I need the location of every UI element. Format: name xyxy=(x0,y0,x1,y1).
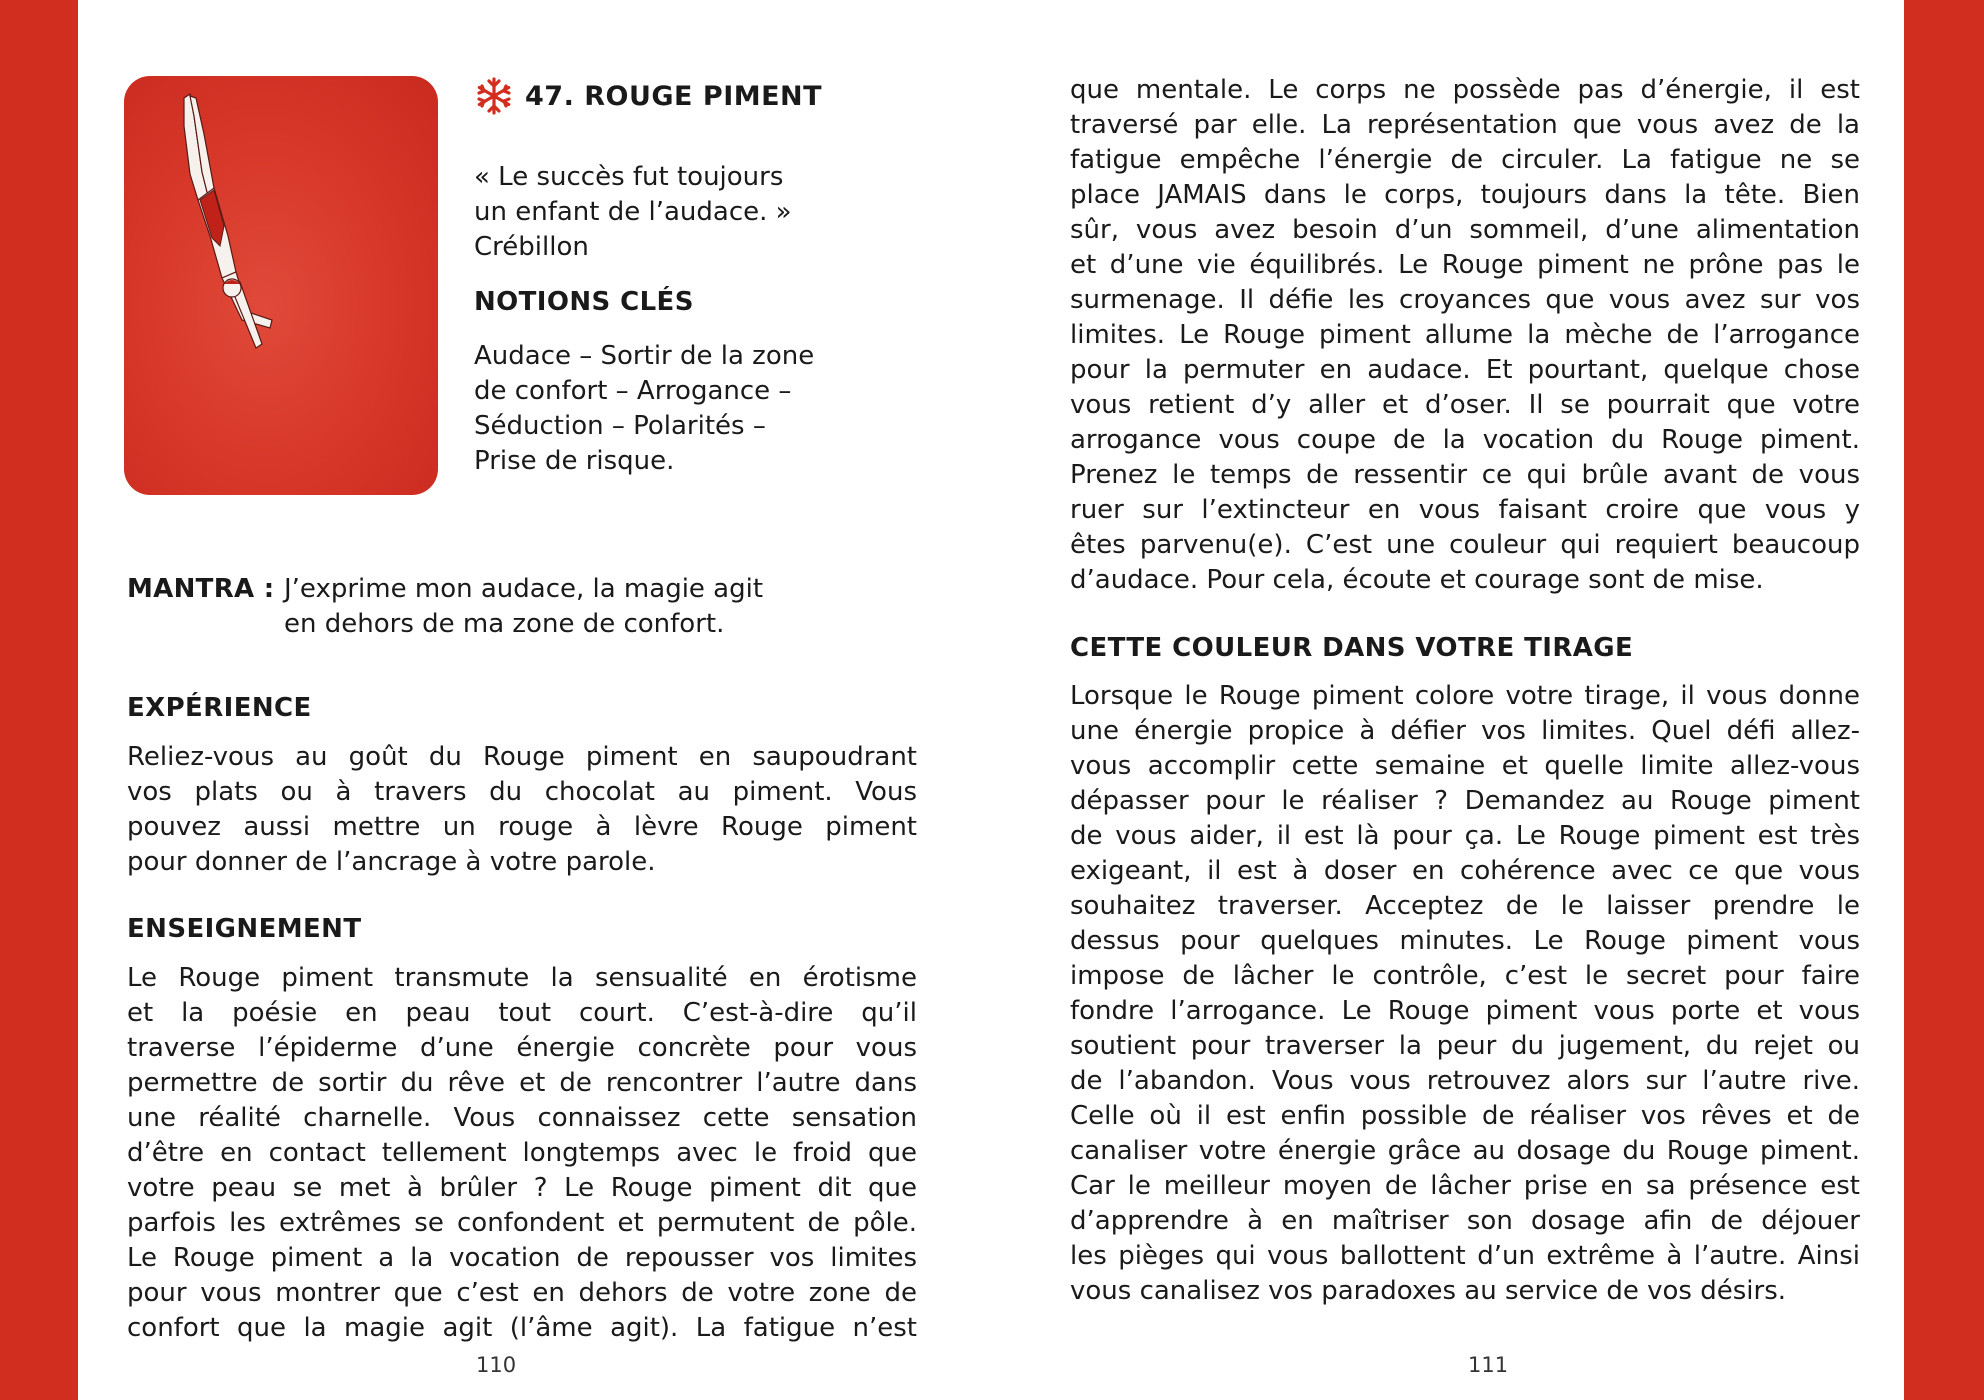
notions-heading: NOTIONS CLÉS xyxy=(474,287,694,317)
paragraph-line: fatigue empêche l’énergie de circuler. La fatigue ne se xyxy=(1070,145,1860,175)
notions-line: Séduction – Polarités – xyxy=(474,411,766,441)
paragraph-line: Reliez-vous au goût du Rouge piment en saupoudrant xyxy=(127,742,917,772)
paragraph-line: d’apprendre à en maîtriser son dosage afin de déjouer xyxy=(1070,1206,1860,1236)
enseignement-heading: ENSEIGNEMENT xyxy=(127,914,362,944)
paragraph-line: dépasser pour le réaliser ? Demandez au Rouge piment xyxy=(1070,786,1860,816)
paragraph-line: traverse l’épiderme d’une énergie concrète pour vous xyxy=(127,1033,917,1063)
mantra-line: en dehors de ma zone de confort. xyxy=(284,609,725,639)
paragraph-line: les pièges qui vous ballottent d’un extrême à l’autre. Ainsi xyxy=(1070,1241,1860,1271)
paragraph-line: Car le meilleur moyen de lâcher prise en sa présence est xyxy=(1070,1171,1860,1201)
paragraph-line: et d’une vie équilibrés. Le Rouge piment ne prône pas le xyxy=(1070,250,1860,280)
diver-illustration xyxy=(124,76,438,495)
paragraph-line: vos plats ou à travers du chocolat au piment. Vous xyxy=(127,777,917,807)
paragraph-line: ruer sur l’extincteur en vous faisant croire que vous y xyxy=(1070,495,1860,525)
paragraph-line: votre peau se met à brûler ? Le Rouge piment dit que xyxy=(127,1173,917,1203)
paragraph-line: confort que la magie agit (l’âme agit). La fatigue n’est xyxy=(127,1313,917,1343)
paragraph-line: d’audace. Pour cela, écoute et courage sont de mise. xyxy=(1070,565,1764,595)
quote-author: Crébillon xyxy=(474,232,589,262)
tirage-paragraph xyxy=(1070,679,1860,1309)
paragraph-line: Celle où il est enfin possible de réaliser vos rêves et de xyxy=(1070,1101,1860,1131)
paragraph-line: d’être en contact tellement longtemps avec le froid que xyxy=(127,1138,917,1168)
paragraph-line: pouvez aussi mettre un rouge à lèvre Rouge piment xyxy=(127,812,917,842)
enseignement-paragraph xyxy=(127,961,917,1346)
paragraph-line: Prenez le temps de ressentir ce qui brûle avant de vous xyxy=(1070,460,1860,490)
paragraph-line: arrogance vous coupe de la vocation du Rouge piment. xyxy=(1070,425,1860,455)
paragraph-line: canaliser votre énergie grâce au dosage du Rouge piment. xyxy=(1070,1136,1860,1166)
paragraph-line: impose de lâcher le contrôle, c’est le secret pour faire xyxy=(1070,961,1860,991)
continuation-paragraph xyxy=(1070,73,1860,598)
tirage-heading: CETTE COULEUR DANS VOTRE TIRAGE xyxy=(1070,633,1634,663)
quote-line: « Le succès fut toujours xyxy=(474,162,784,192)
page-number: 111 xyxy=(1468,1353,1509,1377)
paragraph-line: de l’abandon. Vous vous retrouvez alors sur l’autre rive. xyxy=(1070,1066,1860,1096)
page-number: 110 xyxy=(476,1353,517,1377)
paragraph-line: Lorsque le Rouge piment colore votre tirage, il vous donne xyxy=(1070,681,1860,711)
paragraph-line: fondre l’arrogance. Le Rouge piment vous porte et vous xyxy=(1070,996,1860,1026)
paragraph-line: une énergie propice à défier vos limites. Quel défi allez- xyxy=(1070,716,1860,746)
notions-line: Audace – Sortir de la zone xyxy=(474,341,815,371)
paragraph-line: vous retient d’y aller et d’oser. Il se pourrait que votre xyxy=(1070,390,1860,420)
paragraph-line: surmenage. Il défie les croyances que vous avez sur vos xyxy=(1070,285,1860,315)
paragraph-line: êtes parvenu(e). C’est une couleur qui requiert beaucoup xyxy=(1070,530,1860,560)
paragraph-line: sûr, vous avez besoin d’un sommeil, d’une alimentation xyxy=(1070,215,1860,245)
paragraph-line: vous accomplir cette semaine et quelle limite allez-vous xyxy=(1070,751,1860,781)
paragraph-line: pour donner de l’ancrage à votre parole. xyxy=(127,847,656,877)
paragraph-line: limites. Le Rouge piment allume la mèche de l’arrogance xyxy=(1070,320,1860,350)
paragraph-line: traversé par elle. La représentation que vous avez de la xyxy=(1070,110,1860,140)
paragraph-line: Le Rouge piment transmute la sensualité en érotisme xyxy=(127,963,917,993)
experience-paragraph xyxy=(127,740,917,880)
card-header xyxy=(474,76,954,479)
quote-line: un enfant de l’audace. » xyxy=(474,197,792,227)
paragraph-line: pour vous montrer que c’est en dehors de votre zone de xyxy=(127,1278,917,1308)
paragraph-line: pour la permuter en audace. Et pourtant, quelque chose xyxy=(1070,355,1860,385)
paragraph-line: Le Rouge piment a la vocation de repousser vos limites xyxy=(127,1243,917,1273)
mantra-text xyxy=(284,572,763,642)
paragraph-line: que mentale. Le corps ne possède pas d’énergie, il est xyxy=(1070,75,1860,105)
right-page xyxy=(992,0,1904,1400)
mantra-label: MANTRA : xyxy=(127,574,275,604)
quote xyxy=(474,160,954,265)
experience-heading: EXPÉRIENCE xyxy=(127,693,312,723)
card-illustration xyxy=(124,76,438,495)
notions-line: de confort – Arrogance – xyxy=(474,376,792,406)
paragraph-line: soutient pour traverser la peur du jugement, du rejet ou xyxy=(1070,1031,1860,1061)
mantra-line: J’exprime mon audace, la magie agit xyxy=(284,574,764,604)
paragraph-line: une réalité charnelle. Vous connaissez cette sensation xyxy=(127,1103,917,1133)
card-title xyxy=(474,76,954,116)
paragraph-line: souhaitez traverser. Acceptez de le laisser prendre le xyxy=(1070,891,1860,921)
paragraph-line: place JAMAIS dans le corps, toujours dans la tête. Bien xyxy=(1070,180,1860,210)
notions-line: Prise de risque. xyxy=(474,446,675,476)
paragraph-line: permettre de sortir du rêve et de rencontrer l’autre dans xyxy=(127,1068,917,1098)
snowflake-icon xyxy=(474,76,514,116)
paragraph-line: de vous aider, il est là pour ça. Le Rouge piment est très xyxy=(1070,821,1860,851)
left-page xyxy=(78,0,992,1400)
paragraph-line: exigeant, il est à doser en cohérence avec ce que vous xyxy=(1070,856,1860,886)
paragraph-line: parfois les extrêmes se confondent et permutent de pôle. xyxy=(127,1208,917,1238)
notions-list xyxy=(474,339,954,479)
paragraph-line: vous canalisez vos paradoxes au service de vos désirs. xyxy=(1070,1276,1787,1306)
paragraph-line: dessus pour quelques minutes. Le Rouge piment vous xyxy=(1070,926,1860,956)
card-number-title: 47. ROUGE PIMENT xyxy=(525,80,823,112)
paragraph-line: et la poésie en peau tout court. C’est-à-dire qu’il xyxy=(127,998,917,1028)
